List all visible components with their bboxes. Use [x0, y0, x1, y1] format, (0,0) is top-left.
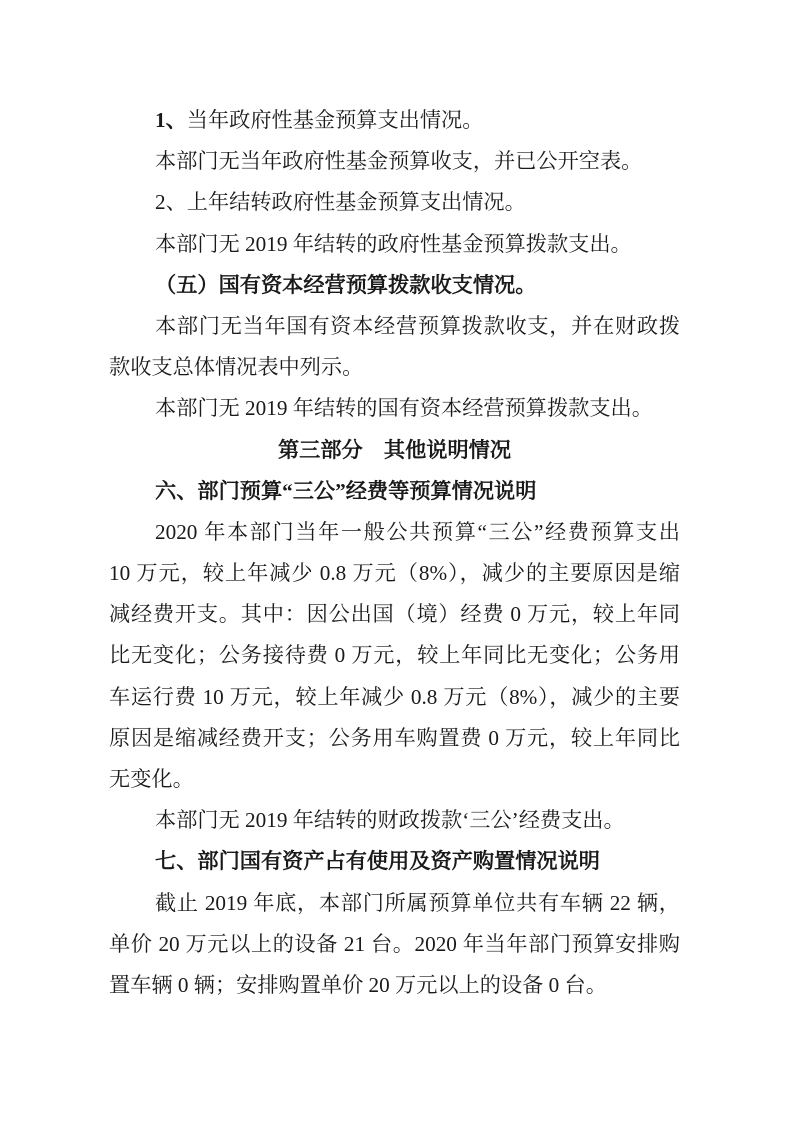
gov-fund-item-1-heading-run: 当年政府性基金预算支出情况。	[186, 108, 484, 132]
gov-fund-item-1-heading-run: 1、	[155, 108, 187, 132]
gov-fund-item-2-body	[109, 224, 680, 265]
gov-fund-item-2-heading-line-1: 2、上年结转政府性基金预算支出情况。	[155, 190, 526, 215]
section-6-para-1-line-2: 10 万元，较上年减少 0.8 万元（8%），减少的主要原因是缩	[109, 561, 680, 586]
section-5-para-2-line-1: 本部门无 2019 年结转的国有资本经营预算拨款支出。	[155, 396, 653, 421]
section-6-para-1-line-4: 比无变化；公务接待费 0 万元，较上年同比无变化；公务用	[109, 643, 680, 668]
section-7-heading-line-1: 七、部门国有资产占有使用及资产购置情况说明	[155, 849, 600, 874]
section-7-para-1	[109, 883, 680, 1007]
section-6-para-1-line-5: 车运行费 10 万元，较上年减少 0.8 万元（8%），减少的主要	[109, 684, 680, 709]
section-7-para-1-line-2: 单价 20 万元以上的设备 21 台。2020 年当年部门预算安排购	[109, 931, 680, 956]
section-6-heading	[109, 471, 680, 512]
section-6-para-1-line-1: 2020 年本部门当年一般公共预算“三公”经费预算支出	[155, 519, 680, 544]
document-text-block	[109, 100, 680, 1006]
part-3-title	[109, 430, 680, 471]
section-6-heading-line-1: 六、部门预算“三公”经费等预算情况说明	[155, 478, 537, 503]
gov-fund-item-1-heading-line-1	[109, 100, 680, 141]
part-3-title-line-1: 第三部分 其他说明情况	[277, 437, 512, 462]
gov-fund-item-2-heading	[109, 182, 680, 223]
gov-fund-item-1-body-line-1: 本部门无当年政府性基金预算收支，并已公开空表。	[155, 149, 643, 174]
section-5-para-1-line-2: 款收支总体情况表中列示。	[109, 355, 364, 380]
section-6-para-1-line-3: 减经费开支。其中：因公出国（境）经费 0 万元，较上年同	[109, 602, 680, 627]
section-7-heading	[109, 841, 680, 882]
section-6-para-2-line-1: 本部门无 2019 年结转的财政拨款‘三公’经费支出。	[155, 808, 625, 833]
section-5-para-1-line-1: 本部门无当年国有资本经营预算拨款收支，并在财政拨	[155, 313, 680, 338]
gov-fund-item-1-body	[109, 141, 680, 182]
gov-fund-item-2-body-line-1: 本部门无 2019 年结转的政府性基金预算拨款支出。	[155, 231, 632, 256]
section-5-heading-line-1: （五）国有资本经营预算拨款收支情况。	[155, 272, 537, 297]
section-6-para-1-line-6: 原因是缩减经费开支；公务用车购置费 0 万元，较上年同比	[109, 725, 680, 750]
section-6-para-1-line-7: 无变化。	[109, 767, 194, 791]
section-5-para-1	[109, 306, 680, 388]
section-5-heading	[109, 265, 680, 306]
section-7-para-1-line-3: 置车辆 0 辆；安排购置单价 20 万元以上的设备 0 台。	[109, 972, 607, 997]
section-7-para-1-line-1: 截止 2019 年底，本部门所属预算单位共有车辆 22 辆，	[155, 890, 680, 915]
gov-fund-item-1-heading	[109, 100, 680, 141]
section-5-para-2	[109, 388, 680, 429]
section-6-para-2	[109, 800, 680, 841]
section-6-para-1	[109, 512, 680, 800]
